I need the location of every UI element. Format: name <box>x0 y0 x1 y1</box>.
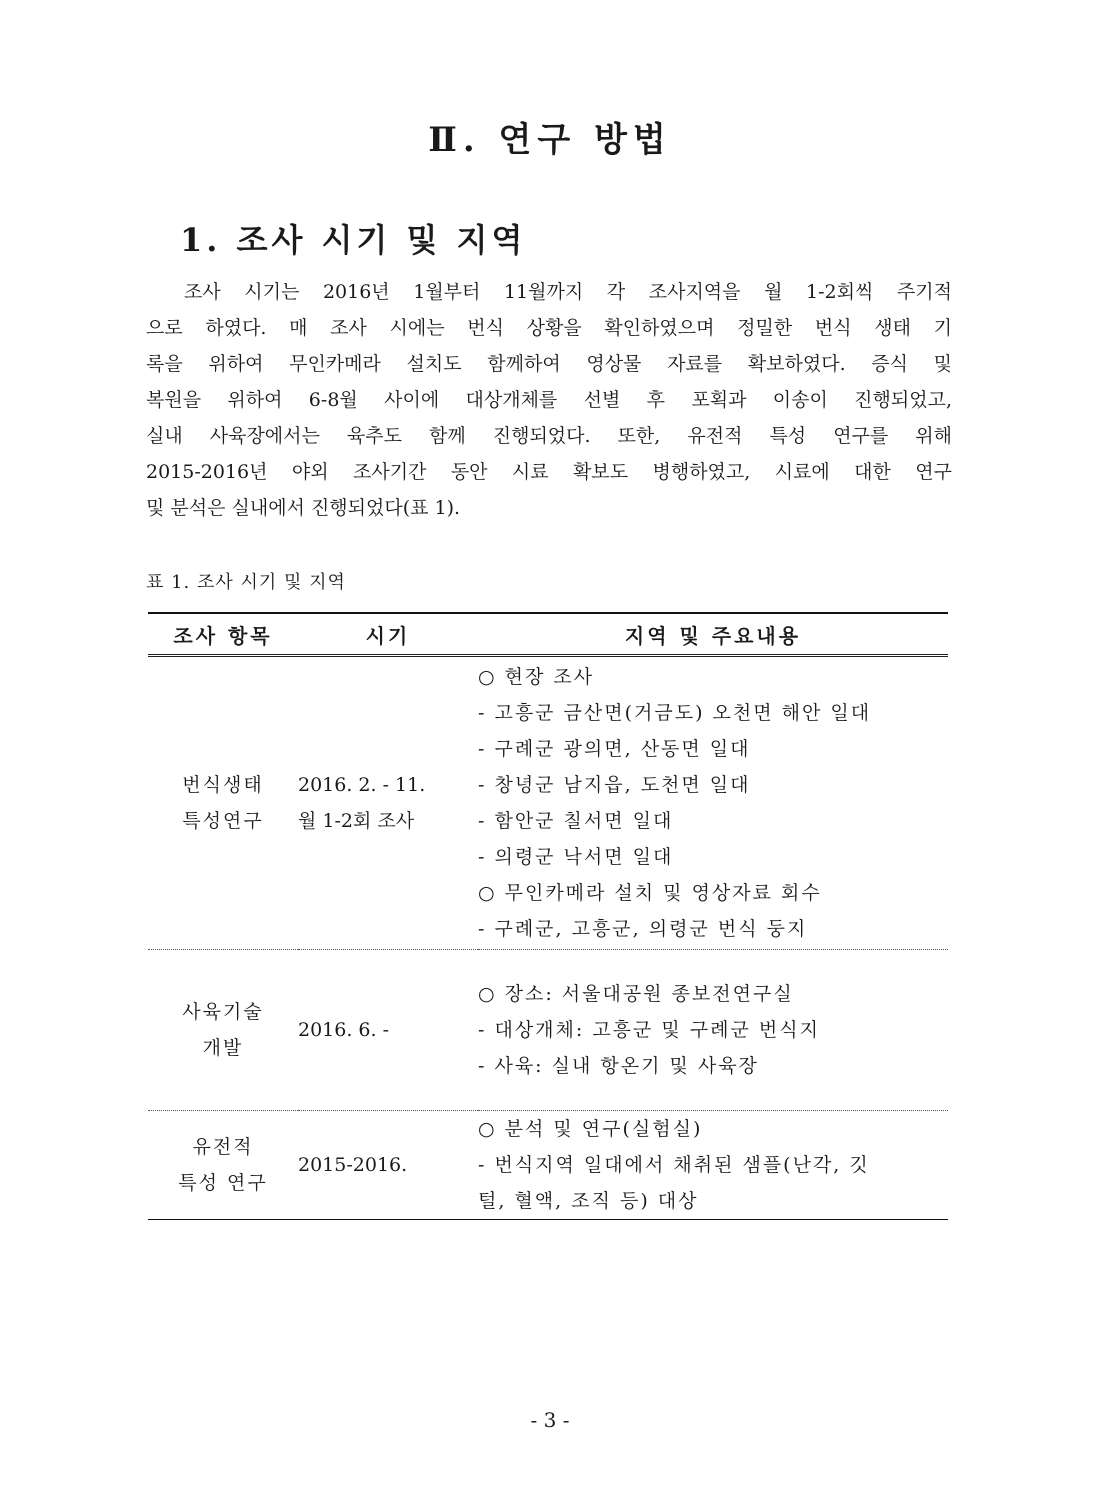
period-line: 2016. 2. - 11. <box>298 774 426 796</box>
survey-table <box>148 612 948 1220</box>
item-line: 사육기술 <box>182 1001 264 1023</box>
table-row <box>148 656 948 950</box>
content-line: - 대상개체: 고흥군 및 구례군 번식지 <box>478 1019 820 1041</box>
content-line: - 의령군 낙서면 일대 <box>478 846 674 868</box>
content-line: ○ 장소: 서울대공원 종보전연구실 <box>478 983 794 1005</box>
table-header-row <box>148 613 948 656</box>
content-line: - 구례군 광의면, 산동면 일대 <box>478 738 751 760</box>
cell-item <box>148 950 298 1111</box>
table-caption: 표 1. 조사 시기 및 지역 <box>146 572 346 593</box>
paragraph-line: 및 분석은 실내에서 진행되었다(표 1). <box>146 497 461 519</box>
section-title: 1. 조사 시기 및 지역 <box>180 221 527 259</box>
header-content: 지역 및 주요내용 <box>478 613 948 656</box>
item-line: 특성 연구 <box>178 1172 268 1194</box>
content-line: ○ 현장 조사 <box>478 666 595 688</box>
cell-period <box>298 950 478 1111</box>
cell-item <box>148 1111 298 1220</box>
paragraph-line: 실내 사육장에서는 육추도 함께 진행되었다. 또한, 유전적 특성 연구를 위해 <box>146 425 952 447</box>
paragraph-line: 복원을 위하여 6-8월 사이에 대상개체를 선별 후 포획과 이송이 진행되었고, <box>146 389 952 411</box>
header-period: 시기 <box>298 613 478 656</box>
content-line: - 사육: 실내 항온기 및 사육장 <box>478 1055 759 1077</box>
paragraph-line: 조사 시기는 2016년 1월부터 11월까지 각 조사지역을 월 1-2회씩 주기적 <box>184 281 952 303</box>
content-line: ○ 무인카메라 설치 및 영상자료 회수 <box>478 882 822 904</box>
period-line: 월 1-2회 조사 <box>298 810 415 832</box>
content-line: - 함안군 칠서면 일대 <box>478 810 674 832</box>
content-line: - 번식지역 일대에서 채취된 샘플(난각, 깃 <box>478 1154 870 1176</box>
item-line: 번식생태 <box>182 774 264 796</box>
chapter-title: Ⅱ. 연구 방법 <box>428 120 672 160</box>
period-line: 2016. 6. - <box>298 1019 390 1041</box>
cell-content <box>478 656 948 950</box>
content-line: ○ 분석 및 연구(실험실) <box>478 1118 703 1140</box>
period-line: 2015-2016. <box>298 1154 408 1176</box>
content-line: - 구례군, 고흥군, 의령군 번식 둥지 <box>478 918 808 940</box>
content-line: - 고흥군 금산면(거금도) 오천면 해안 일대 <box>478 702 872 724</box>
paragraph-line: 으로 하였다. 매 조사 시에는 번식 상황을 확인하였으며 정밀한 번식 생태 기 <box>146 317 952 339</box>
item-line: 개발 <box>202 1037 244 1059</box>
item-line: 유전적 <box>192 1136 254 1158</box>
paragraph-line: 2015-2016년 야외 조사기간 동안 시료 확보도 병행하였고, 시료에 대한 연구 <box>146 461 952 483</box>
cell-content <box>478 950 948 1111</box>
table-row <box>148 950 948 1111</box>
cell-period <box>298 656 478 950</box>
page-number: - 3 - <box>530 1408 570 1432</box>
body-paragraph <box>146 274 952 526</box>
paragraph-line: 록을 위하여 무인카메라 설치도 함께하여 영상물 자료를 확보하였다. 증식 및 <box>146 353 952 375</box>
content-line: 털, 혈액, 조직 등) 대상 <box>478 1190 699 1212</box>
table-row <box>148 1111 948 1220</box>
content-line: - 창녕군 남지읍, 도천면 일대 <box>478 774 751 796</box>
header-item: 조사 항목 <box>148 613 298 656</box>
cell-content <box>478 1111 948 1220</box>
cell-period <box>298 1111 478 1220</box>
cell-item <box>148 656 298 950</box>
item-line: 특성연구 <box>182 810 264 832</box>
